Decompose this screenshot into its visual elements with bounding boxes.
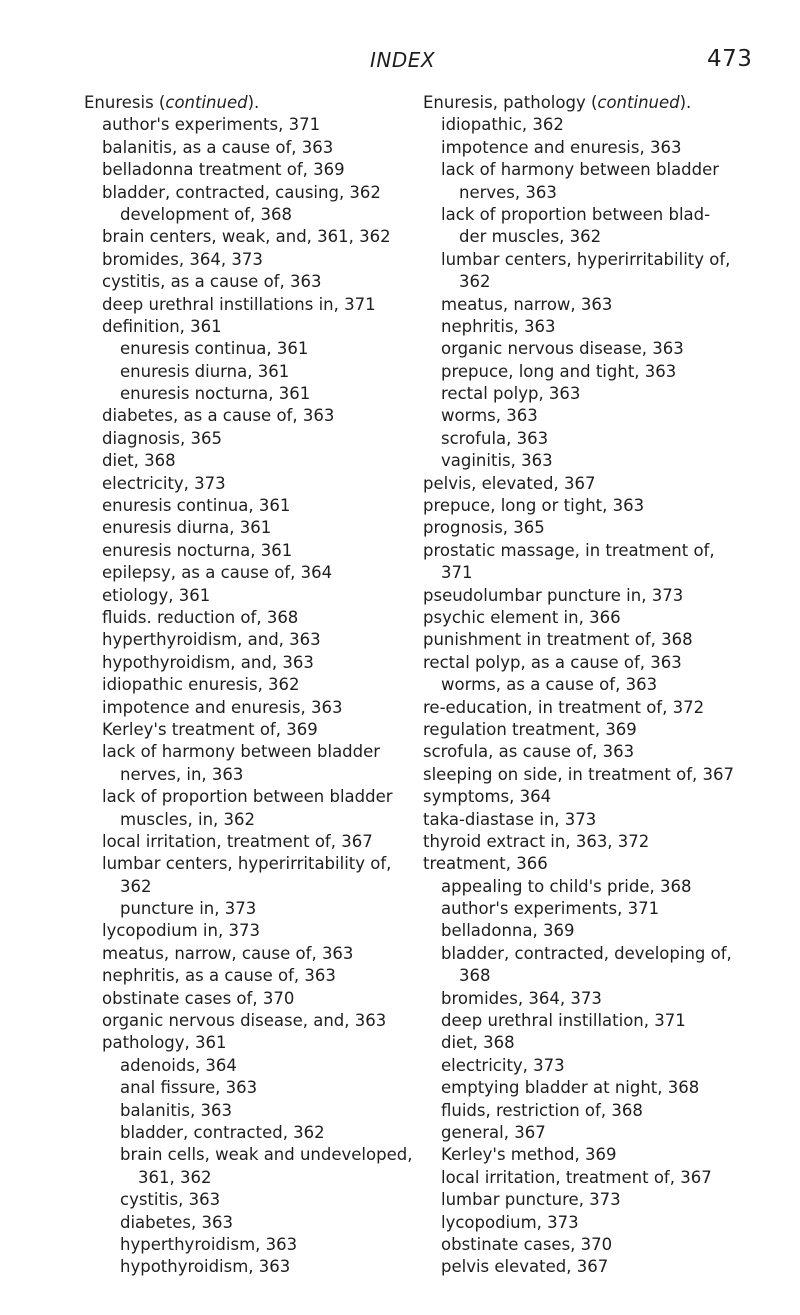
index-subentry (84, 428, 414, 450)
entry-text: local irritation, treatment of, 367 (441, 1167, 712, 1187)
entry-text: prepuce, long or tight, 363 (423, 496, 645, 516)
entry-italic-text: continued (165, 93, 248, 112)
index-subentry (84, 719, 414, 741)
index-subentry (423, 898, 753, 920)
entry-text: meatus, narrow, 363 (441, 294, 613, 314)
entry-text: enuresis continua, 361 (102, 496, 291, 516)
entry-text: rectal polyp, 363 (441, 384, 581, 404)
entry-text: author's experiments, 371 (102, 115, 321, 135)
entry-text: lack of harmony between bladder (441, 160, 720, 180)
entry-text: hyperthyroidism, 363 (120, 1234, 298, 1254)
index-entry (423, 517, 753, 539)
entry-text: impotence and enuresis, 363 (441, 137, 682, 157)
index-subentry (84, 876, 414, 898)
entry-text: 362 (459, 272, 491, 292)
entry-text: puncture in, 373 (120, 899, 257, 919)
index-subentry (84, 137, 414, 159)
entry-text: vaginitis, 363 (441, 451, 553, 471)
index-subentry (423, 271, 753, 293)
index-entry (423, 495, 753, 517)
index-column-right (423, 92, 753, 1279)
entry-text: epilepsy, as a cause of, 364 (102, 563, 333, 583)
entry-text: Enuresis ( (84, 93, 166, 112)
index-subentry (84, 764, 414, 786)
entry-text: nerves, 363 (459, 182, 557, 202)
index-subentry (423, 114, 753, 136)
index-subentry (84, 988, 414, 1010)
entry-text: organic nervous disease, and, 363 (102, 1011, 387, 1031)
entry-text: thyroid extract in, 363, 372 (423, 831, 650, 851)
entry-text: bladder, contracted, developing of, (441, 943, 732, 963)
index-entry (84, 92, 414, 114)
entry-text: electricity, 373 (102, 473, 226, 493)
index-subentry (423, 876, 753, 898)
index-subentry (84, 1122, 414, 1144)
entry-text: diabetes, 363 (120, 1212, 233, 1232)
index-entry (423, 540, 753, 562)
index-entry (423, 607, 753, 629)
entry-text: definition, 361 (102, 316, 222, 336)
index-subentry (84, 741, 414, 763)
entry-text: impotence and enuresis, 363 (102, 697, 343, 717)
index-subentry (423, 1077, 753, 1099)
entry-text: pathology, 361 (102, 1033, 227, 1053)
index-subentry (84, 674, 414, 696)
entry-text: lumbar centers, hyperirritability of, (102, 854, 392, 874)
index-subentry (423, 383, 753, 405)
index-subentry (423, 1144, 753, 1166)
index-entry (423, 831, 753, 853)
entry-text: enuresis nocturna, 361 (102, 540, 293, 560)
entry-text: fluids, restriction of, 368 (441, 1100, 643, 1120)
entry-text: 368 (459, 966, 491, 986)
index-subentry (423, 988, 753, 1010)
index-subentry (84, 853, 414, 875)
entry-text: deep urethral instillation, 371 (441, 1011, 686, 1031)
index-subentry (84, 809, 414, 831)
entry-text: treatment, 366 (423, 854, 548, 874)
index-subentry (84, 1212, 414, 1234)
index-subentry (84, 1032, 414, 1054)
index-entry (423, 697, 753, 719)
entry-text: diabetes, as a cause of, 363 (102, 406, 335, 426)
entry-text: enuresis nocturna, 361 (120, 384, 311, 404)
index-subentry (84, 965, 414, 987)
entry-text: obstinate cases, 370 (441, 1234, 613, 1254)
entry-text: Kerley's treatment of, 369 (102, 719, 318, 739)
entry-text: brain cells, weak and undeveloped, (120, 1145, 413, 1165)
index-subentry (423, 920, 753, 942)
entry-text: scrofula, as cause of, 363 (423, 742, 635, 762)
index-entry (423, 853, 753, 875)
index-subentry (84, 652, 414, 674)
index-subentry (423, 159, 753, 181)
entry-text: regulation treatment, 369 (423, 719, 637, 739)
entry-text: Kerley's method, 369 (441, 1145, 617, 1165)
entry-text: Enuresis, pathology ( (423, 93, 598, 112)
index-subentry (84, 361, 414, 383)
entry-text: anal fissure, 363 (120, 1078, 258, 1098)
index-subentry (423, 338, 753, 360)
entry-text: obstinate cases of, 370 (102, 988, 295, 1008)
index-subentry (84, 1234, 414, 1256)
index-subentry (84, 1055, 414, 1077)
index-column-left (84, 92, 414, 1279)
entry-text: cystitis, as a cause of, 363 (102, 272, 322, 292)
entry-text: lack of proportion between blad- (441, 204, 711, 224)
index-subentry (423, 1189, 753, 1211)
index-subentry (84, 697, 414, 719)
entry-text: symptoms, 364 (423, 787, 552, 807)
entry-text: nephritis, as a cause of, 363 (102, 966, 336, 986)
entry-text: enuresis continua, 361 (120, 339, 309, 359)
entry-text: scrofula, 363 (441, 428, 549, 448)
index-subentry (423, 1055, 753, 1077)
entry-text: muscles, in, 362 (120, 809, 256, 829)
entry-text: diet, 368 (441, 1033, 515, 1053)
entry-text: pelvis elevated, 367 (441, 1257, 609, 1277)
index-subentry (84, 204, 414, 226)
entry-text: balanitis, as a cause of, 363 (102, 137, 334, 157)
index-subentry (423, 137, 753, 159)
entry-text: worms, 363 (441, 406, 538, 426)
index-subentry (423, 294, 753, 316)
index-subentry (423, 1032, 753, 1054)
index-entry (423, 741, 753, 763)
index-subentry (84, 1077, 414, 1099)
entry-text: belladonna treatment of, 369 (102, 160, 345, 180)
entry-text: punishment in treatment of, 368 (423, 630, 693, 650)
page-number: 473 (707, 46, 753, 72)
entry-text: adenoids, 364 (120, 1055, 237, 1075)
entry-text: development of, 368 (120, 204, 292, 224)
entry-text: worms, as a cause of, 363 (441, 675, 658, 695)
entry-text: brain centers, weak, and, 361, 362 (102, 227, 391, 247)
entry-text: lycopodium, 373 (441, 1212, 579, 1232)
entry-text: re-education, in treatment of, 372 (423, 697, 705, 717)
index-subentry (84, 1100, 414, 1122)
entry-text: cystitis, 363 (120, 1190, 221, 1210)
entry-text: meatus, narrow, cause of, 363 (102, 943, 354, 963)
entry-text: general, 367 (441, 1122, 546, 1142)
index-subentry (84, 920, 414, 942)
entry-text: etiology, 361 (102, 585, 211, 605)
entry-text: appealing to child's pride, 368 (441, 876, 692, 896)
index-entry (423, 809, 753, 831)
index-subentry (423, 674, 753, 696)
entry-text: emptying bladder at night, 368 (441, 1078, 700, 1098)
index-subentry (84, 786, 414, 808)
index-subentry (84, 226, 414, 248)
entry-text: prostatic massage, in treatment of, (423, 540, 715, 560)
index-subentry (423, 1010, 753, 1032)
index-subentry (84, 943, 414, 965)
index-subentry (423, 1122, 753, 1144)
entry-text: bladder, contracted, causing, 362 (102, 182, 381, 202)
index-subentry (423, 204, 753, 226)
index-entry (423, 719, 753, 741)
entry-text: diet, 368 (102, 451, 176, 471)
index-subentry (84, 562, 414, 584)
entry-text: enuresis diurna, 361 (120, 361, 290, 381)
index-subentry (423, 405, 753, 427)
index-subentry (423, 1256, 753, 1278)
entry-text: 362 (120, 876, 152, 896)
entry-text: hypothyroidism, 363 (120, 1257, 291, 1277)
entry-text: bromides, 364, 373 (102, 249, 263, 269)
entry-text: organic nervous disease, 363 (441, 339, 684, 359)
entry-text: lumbar puncture, 373 (441, 1190, 621, 1210)
entry-text: psychic element in, 366 (423, 607, 621, 627)
entry-text: taka-diastase in, 373 (423, 809, 597, 829)
index-subentry (423, 226, 753, 248)
entry-text: prognosis, 365 (423, 518, 545, 538)
index-subentry (84, 294, 414, 316)
index-subentry (423, 1100, 753, 1122)
index-subentry (84, 316, 414, 338)
entry-text: rectal polyp, as a cause of, 363 (423, 652, 682, 672)
entry-text: idiopathic enuresis, 362 (102, 675, 300, 695)
index-subentry (84, 898, 414, 920)
index-subentry (84, 405, 414, 427)
index-subentry (84, 450, 414, 472)
index-subentry (84, 495, 414, 517)
entry-text: der muscles, 362 (459, 227, 602, 247)
index-entry (423, 764, 753, 786)
index-subentry (84, 585, 414, 607)
index-subentry (84, 271, 414, 293)
index-entry (423, 786, 753, 808)
index-subentry (84, 607, 414, 629)
index-entry (423, 585, 753, 607)
entry-text: bromides, 364, 373 (441, 988, 602, 1008)
index-subentry (84, 1256, 414, 1278)
index-subentry (84, 383, 414, 405)
index-subentry (423, 1212, 753, 1234)
index-subentry (84, 159, 414, 181)
index-subentry (84, 114, 414, 136)
index-subentry (84, 249, 414, 271)
entry-text: balanitis, 363 (120, 1100, 232, 1120)
entry-text: diagnosis, 365 (102, 428, 222, 448)
index-subentry (84, 517, 414, 539)
index-subentry (423, 249, 753, 271)
entry-text: 371 (441, 563, 473, 583)
index-subentry (84, 831, 414, 853)
entry-italic-text: continued (597, 93, 680, 112)
index-subentry (423, 1167, 753, 1189)
index-entry (423, 473, 753, 495)
entry-text: local irritation, treatment of, 367 (102, 831, 373, 851)
entry-text: pelvis, elevated, 367 (423, 473, 596, 493)
entry-text-suffix: ). (247, 93, 260, 112)
index-subentry (423, 428, 753, 450)
index-subentry (84, 473, 414, 495)
entry-text: hyperthyroidism, and, 363 (102, 630, 321, 650)
index-subentry (423, 562, 753, 584)
entry-text: author's experiments, 371 (441, 899, 660, 919)
entry-text: pseudolumbar puncture in, 373 (423, 585, 684, 605)
entry-text: lycopodium in, 373 (102, 921, 260, 941)
entry-text: sleeping on side, in treatment of, 367 (423, 764, 735, 784)
entry-text: nerves, in, 363 (120, 764, 244, 784)
index-subentry (423, 965, 753, 987)
index-subentry (84, 629, 414, 651)
entry-text: prepuce, long and tight, 363 (441, 361, 677, 381)
entry-text-suffix: ). (679, 93, 692, 112)
page-header (0, 46, 800, 86)
entry-text: bladder, contracted, 362 (120, 1122, 325, 1142)
entry-text: deep urethral instillations in, 371 (102, 294, 376, 314)
entry-text: belladonna, 369 (441, 921, 575, 941)
index-subentry (423, 450, 753, 472)
entry-text: hypothyroidism, and, 363 (102, 652, 314, 672)
index-entry (423, 629, 753, 651)
index-entry (423, 652, 753, 674)
entry-text: idiopathic, 362 (441, 115, 564, 135)
index-subentry (84, 1167, 414, 1189)
entry-text: nephritis, 363 (441, 316, 556, 336)
index-subentry (84, 540, 414, 562)
index-subentry (423, 361, 753, 383)
entry-text: lack of harmony between bladder (102, 742, 381, 762)
index-subentry (84, 1010, 414, 1032)
index-subentry (84, 1189, 414, 1211)
index-subentry (423, 182, 753, 204)
entry-text: lack of proportion between bladder (102, 787, 393, 807)
entry-text: lumbar centers, hyperirritability of, (441, 249, 731, 269)
entry-text: enuresis diurna, 361 (102, 518, 272, 538)
index-subentry (423, 1234, 753, 1256)
index-entry (423, 92, 753, 114)
index-subentry (84, 182, 414, 204)
entry-text: 361, 362 (138, 1167, 212, 1187)
entry-text: electricity, 373 (441, 1055, 565, 1075)
entry-text: fluids. reduction of, 368 (102, 607, 299, 627)
index-subentry (84, 1144, 414, 1166)
index-subentry (423, 943, 753, 965)
index-subentry (423, 316, 753, 338)
index-subentry (84, 338, 414, 360)
running-title: INDEX (370, 48, 436, 72)
